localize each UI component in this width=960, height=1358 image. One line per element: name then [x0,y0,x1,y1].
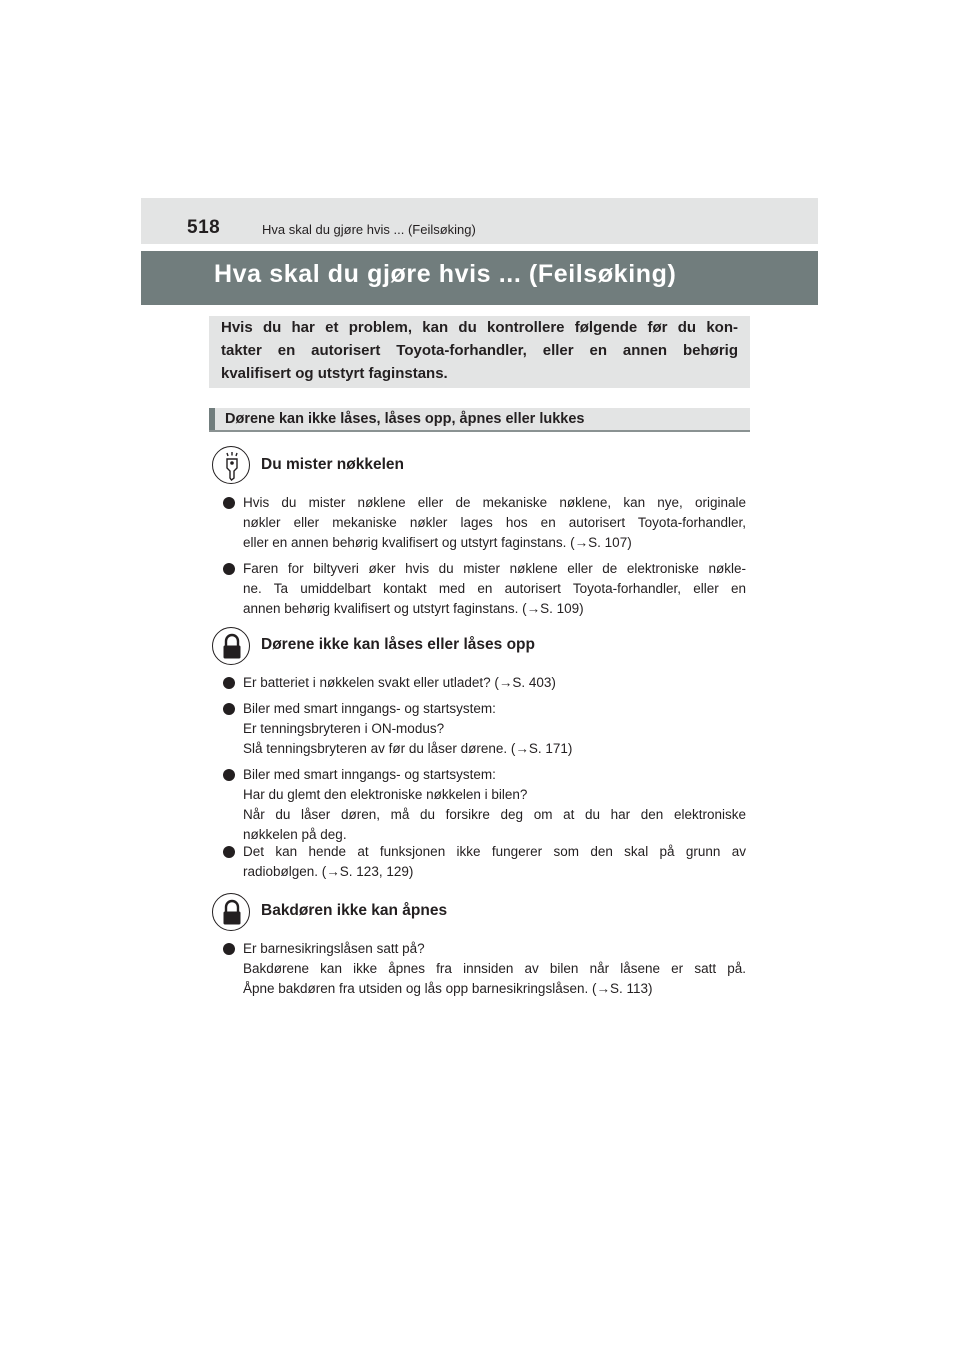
running-title: Hva skal du gjøre hvis ... (Feilsøking) [262,222,476,237]
intro-line: kvalifisert og utstyrt faginstans. [221,365,448,382]
text-line: Har du glemt den elektroniske nøkkelen i bilen? [243,787,528,802]
bullet-dot [223,769,235,781]
section-header [209,408,750,432]
text-line: nøkkelen på deg. [243,827,347,842]
section-title: Dørene kan ikke låses, låses opp, åpnes eller lukkes [225,411,585,427]
subsection-heading: Dørene ikke kan låses eller låses opp [261,636,535,653]
bullet-dot [223,563,235,575]
text-line: nøkler eller mekaniske nøkler lages hos en autorisert Toyota-forhandler, [243,515,746,530]
text-line: ne. Ta umiddelbart kontakt med en autorisert Toyota-forhandler, eller en [243,581,746,596]
list-item [223,559,746,619]
text-line: Faren for biltyveri øker hvis du mister nøklene eller de elektroniske nøkle- [243,561,746,576]
subsection-heading: Bakdøren ikke kan åpnes [261,902,448,919]
bullet-dot [223,846,235,858]
text-line: Slå tenningsbryteren av før du låser dørene. (→S. 171) [243,741,573,756]
page-title: Hva skal du gjøre hvis ... (Feilsøking) [214,260,677,288]
text-line: annen behørig kvalifisert og utstyrt faginstans. (→S. 109) [243,601,584,616]
intro-line: takter en autorisert Toyota-forhandler, eller en annen behørig [221,342,738,359]
bullet-dot [223,703,235,715]
bullet-dot [223,943,235,955]
page-number: 518 [187,217,221,238]
lock-icon [212,627,250,665]
text-line: Biler med smart inngangs- og startsystem: [243,701,496,716]
subsection-heading: Du mister nøkkelen [261,456,404,473]
list-item [223,842,746,882]
list-item [223,699,746,759]
text-line: Bakdørene kan ikke åpnes fra innsiden av bilen når låsene er satt på. [243,961,746,976]
text-line: eller en annen behørig kvalifisert og utstyrt faginstans. (→S. 107) [243,535,632,550]
lock-icon [212,893,250,931]
text-line: Hvis du mister nøklene eller de mekaniske nøklene, kan nye, originale [243,495,746,510]
list-item [223,939,746,999]
text-line: Når du låser døren, må du forsikre deg om at du har den elektroniske [243,807,746,822]
list-item [223,765,746,845]
intro-line: Hvis du har et problem, kan du kontrollere følgende før du kon- [221,319,738,336]
text-line: Biler med smart inngangs- og startsystem: [243,767,496,782]
text-line: Er tenningsbryteren i ON-modus? [243,721,445,736]
text-line: Det kan hende at funksjonen ikke fungerer som den skal på grunn av [243,844,746,859]
text-line: radiobølgen. (→S. 123, 129) [243,864,414,879]
intro-box [209,316,750,388]
text-line: Er batteriet i nøkkelen svakt eller utladet? (→S. 403) [243,675,556,690]
text-line: Er barnesikringslåsen satt på? [243,941,425,956]
list-item [223,493,746,553]
key-icon [212,446,250,484]
bullet-dot [223,497,235,509]
text-line: Åpne bakdøren fra utsiden og lås opp barnesikringslåsen. (→S. 113) [243,981,653,996]
list-item [223,673,746,693]
intro-text [221,316,738,385]
header-strip [141,198,818,244]
bullet-dot [223,677,235,689]
